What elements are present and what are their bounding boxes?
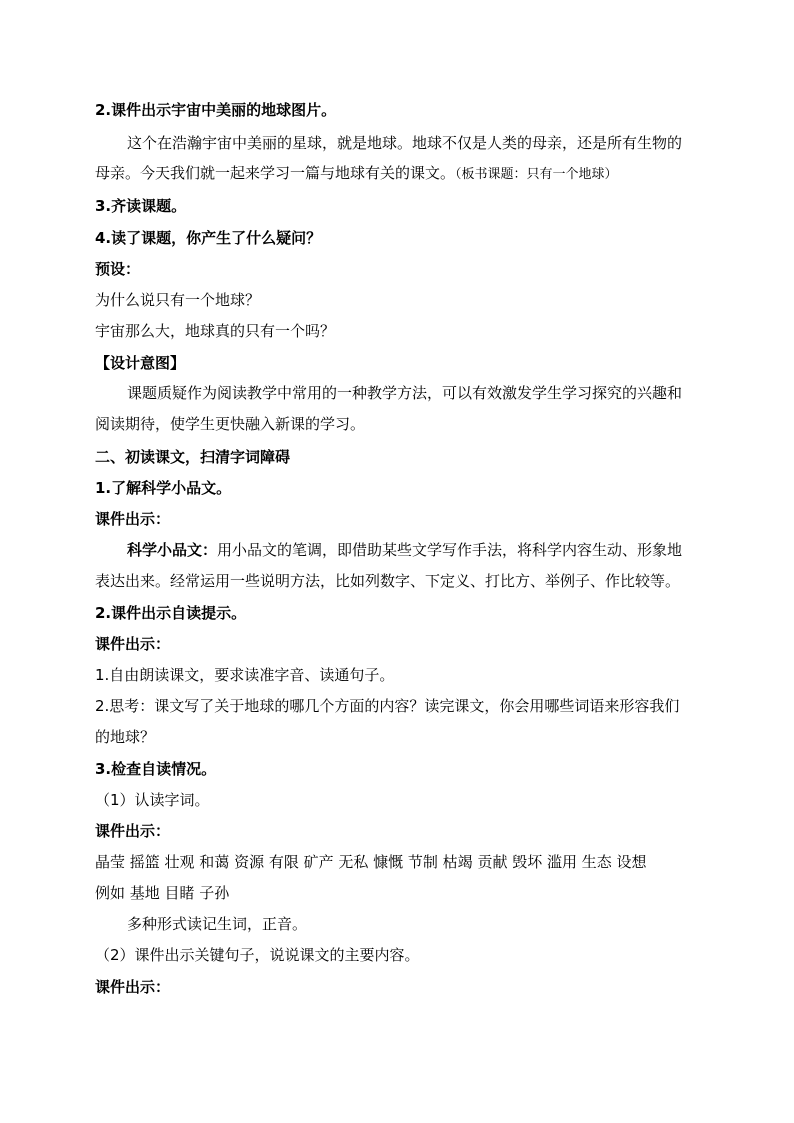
- step-heading: 3.齐读课题。: [95, 197, 187, 215]
- label-heading: 课件出示：: [95, 510, 171, 528]
- paragraph-line: 表达出来。经常运用一些说明方法，比如列数字、下定义、打比方、举例子、作比较等。: [95, 572, 681, 590]
- sub-step: （2）课件出示关键句子，说说课文的主要内容。: [95, 946, 420, 964]
- label-heading: 课件出示：: [95, 635, 171, 653]
- paragraph-line: 这个在浩瀚宇宙中美丽的星球，就是地球。地球不仅是人类的母亲，还是所有生物的: [127, 134, 683, 152]
- label-heading: 课件出示：: [95, 822, 171, 840]
- section-heading: 二、初读课文，扫清字词障碍: [95, 448, 291, 466]
- term-label: 科学小品文：: [127, 541, 218, 559]
- paragraph-text: 母亲。今天我们就一起来学习一篇与地球有关的课文。: [95, 164, 456, 182]
- list-item: 1.自由朗读课文，要求读准字音、读通句子。: [95, 666, 395, 684]
- word-list: 例如 基地 目睹 子孙: [95, 884, 230, 902]
- paragraph-line: 多种形式读记生词，正音。: [127, 915, 308, 933]
- list-item-continuation: 的地球？: [95, 728, 156, 746]
- term-definition: 用小品文的笔调，即借助某些文学写作手法，将科学内容生动、形象地: [217, 541, 683, 559]
- paragraph-line: 宇宙那么大，地球真的只有一个吗？: [95, 322, 336, 340]
- paragraph-line: 为什么说只有一个地球？: [95, 291, 261, 309]
- list-item: 2.思考：课文写了关于地球的哪几个方面的内容？读完课文，你会用哪些词语来形容我们: [95, 697, 680, 715]
- paragraph-line: 课题质疑作为阅读教学中常用的一种教学方法，可以有效激发学生学习探究的兴趣和: [127, 384, 683, 402]
- sub-step: （1）认读字词。: [95, 791, 210, 809]
- step-heading: 1.了解科学小品文。: [95, 479, 232, 497]
- word-list: 晶莹 摇篮 壮观 和蔼 资源 有限 矿产 无私 慷慨 节制 枯竭 贡献 毁坏 滥用 生态 设想: [95, 853, 647, 871]
- step-heading: 3.检查自读情况。: [95, 760, 217, 778]
- step-heading: 2.课件出示自读提示。: [95, 604, 247, 622]
- step-heading: 4.读了课题，你产生了什么疑问？: [95, 229, 322, 247]
- label-heading: 预设：: [95, 260, 141, 278]
- paragraph-line: [127, 539, 767, 561]
- design-intent-heading: 【设计意图】: [95, 354, 186, 372]
- paragraph-line: 阅读期待，使学生更快融入新课的学习。: [95, 415, 366, 433]
- board-note: （板书课题：只有一个地球）: [455, 167, 618, 182]
- paragraph-line: [95, 162, 735, 184]
- step-heading: 2.课件出示宇宙中美丽的地球图片。: [95, 101, 337, 119]
- label-heading: 课件出示：: [95, 978, 171, 996]
